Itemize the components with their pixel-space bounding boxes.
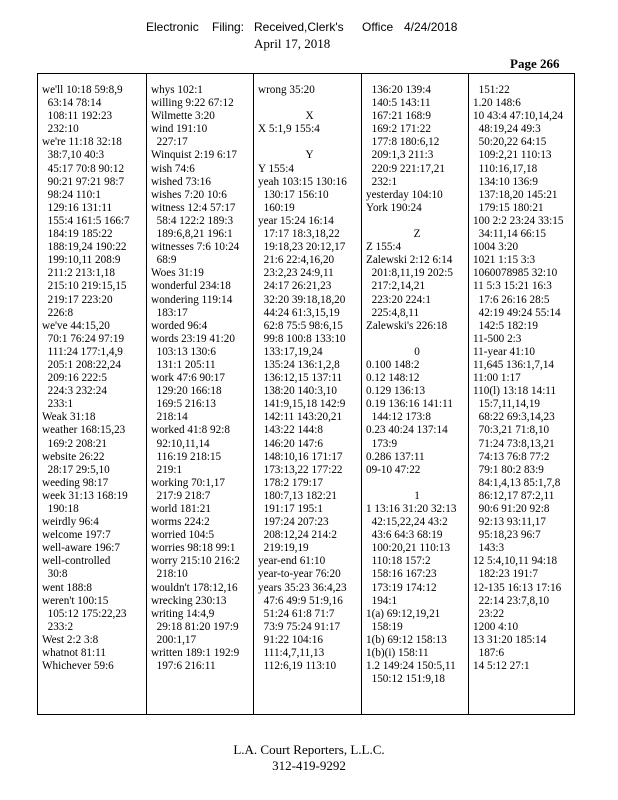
index-entry <box>366 477 468 490</box>
index-entry: Z 155:4 <box>366 241 402 254</box>
index-entry: 1 <box>414 489 420 502</box>
index-entry: 191:17 195:1 <box>258 503 323 515</box>
index-entry: 197:24 207:23 <box>258 516 329 529</box>
index-entry: 201:8,11,19 202:5 <box>366 267 453 280</box>
index-entry: 21:6 22:4,16,20 <box>258 254 335 267</box>
index-entry: 1(a) 69:12,19,21 <box>366 607 441 620</box>
index-entry: 184:19 185:22 <box>42 228 113 241</box>
index-column-5 <box>468 74 576 714</box>
index-entry: 197:6 216:11 <box>151 660 216 673</box>
index-entry: 233:2 <box>42 620 74 633</box>
index-entry: yesterday 104:10 <box>366 188 443 201</box>
index-entry: 10 43:4 47:10,14,24 <box>473 110 564 123</box>
index-entry: 1(b) 69:12 158:13 <box>366 633 447 646</box>
index-entry: 79:1 80:2 83:9 <box>473 463 544 476</box>
index-entry: 173:19 174:12 <box>366 581 437 594</box>
index-entry: 0.100 148:2 <box>366 358 420 371</box>
index-entry: 205:1 208:22,24 <box>42 358 121 371</box>
index-entry: 17:6 26:16 28:5 <box>473 293 550 306</box>
index-entry: Whichever 59:6 <box>42 660 114 673</box>
index-entry: 14 5:12 27:1 <box>473 660 530 673</box>
index-entry: 208:12,24 214:2 <box>258 529 337 542</box>
index-entry: 1(b)(i) 158:11 <box>366 647 429 660</box>
index-entry: 135:24 136:1,2,8 <box>258 358 340 371</box>
index-entry: words 23:19 41:20 <box>151 332 235 345</box>
index-entry: Zalewski's 226:18 <box>366 319 448 332</box>
index-entry: weirdly 96:4 <box>42 516 99 529</box>
index-entry: 150:12 151:9,18 <box>366 673 445 686</box>
index-entry: Wilmette 3:20 <box>151 110 215 123</box>
index-entry: 63:14 78:14 <box>42 97 102 110</box>
index-entry: West 2:2 3:8 <box>42 633 99 646</box>
index-entry: 48:19,24 49:3 <box>473 123 541 136</box>
index-entry: 58:4 122:2 189:3 <box>151 214 234 227</box>
index-entry: 51:24 61:8 71:7 <box>258 607 335 620</box>
index-entry: 1 13:16 31:20 32:13 <box>366 503 457 515</box>
index-entry: 12-135 16:13 17:16 <box>473 581 562 594</box>
index-entry: world 181:21 <box>151 503 211 515</box>
index-entry: 219:19,19 <box>258 542 309 555</box>
index-entry: whatnot 81:11 <box>42 647 106 660</box>
index-entry: 110:16,17,18 <box>473 162 538 175</box>
index-column-3 <box>253 74 361 714</box>
index-entry: 91:22 104:16 <box>258 633 323 646</box>
index-entry: witness 12:4 57:17 <box>151 201 236 214</box>
index-entry: Y 155:4 <box>258 162 294 175</box>
index-entry: 138:20 140:3,10 <box>258 385 337 398</box>
index-entry: 103:13 130:6 <box>151 345 216 358</box>
index-entry: 108:11 192:23 <box>42 110 113 123</box>
index-entry: 111:24 177:1,4,9 <box>42 345 123 358</box>
index-entry: witnesses 7:6 10:24 <box>151 241 240 254</box>
index-column-4 <box>361 74 468 714</box>
index-entry: 0.12 148:12 <box>366 372 420 385</box>
index-entry: 131:1 205:11 <box>151 358 216 371</box>
index-entry: weren't 100:15 <box>42 594 109 607</box>
index-entry: 19:18,23 20:12,17 <box>258 241 346 254</box>
index-entry: 178:2 179:17 <box>258 476 323 489</box>
index-entry: 112:6,19 113:10 <box>258 660 337 673</box>
index-entry: 32:20 39:18,18,20 <box>258 293 346 306</box>
stamp-received: Received,Clerk's <box>254 20 344 34</box>
index-entry: we'll 10:18 59:8,9 <box>42 84 123 96</box>
index-entry: written 189:1 192:9 <box>151 647 240 660</box>
hearing-date: April 17, 2018 <box>254 36 331 51</box>
index-entry: well-aware 196:7 <box>42 542 120 555</box>
index-entry: yeah 103:15 130:16 <box>258 175 347 188</box>
index-entry: 11 5:3 15:21 16:3 <box>473 280 552 293</box>
index-entry: 23:22 <box>473 607 505 620</box>
index-entry: 13 31:20 185:14 <box>473 633 547 646</box>
index-entry: 160:19 <box>258 201 295 214</box>
index-entry: 100 2:2 23:24 33:15 <box>473 214 564 227</box>
index-entry: 92:10,11,14 <box>151 437 210 450</box>
index-entry: X <box>305 110 314 123</box>
index-entry: we've 44:15,20 <box>42 319 110 332</box>
index-entry: Z <box>413 228 421 241</box>
index-entry: worms 224:2 <box>151 516 210 529</box>
index-entry: 17:17 18:3,18,22 <box>258 228 340 241</box>
index-entry: 169:2 208:21 <box>42 437 107 450</box>
index-entry: 182:23 191:7 <box>473 568 538 581</box>
index-entry: went 188:8 <box>42 581 93 594</box>
index-entry: 0.286 137:11 <box>366 450 425 463</box>
index-entry: 141:9,15,18 142:9 <box>258 398 346 411</box>
index-entry: 90:21 97:21 98:7 <box>42 175 125 188</box>
index-entry: wishes 7:20 10:6 <box>151 188 227 201</box>
index-entry: 71:24 73:8,13,21 <box>473 437 555 450</box>
index-entry: 218:10 <box>151 568 188 581</box>
index-entry: 169:5 216:13 <box>151 398 216 411</box>
stamp-electronic: Electronic <box>146 20 199 34</box>
index-entry: wondering 119:14 <box>151 293 233 306</box>
index-entry: 22:14 23:7,8,10 <box>473 594 550 607</box>
stamp-date: 4/24/2018 <box>404 20 458 34</box>
index-entry: 220:9 221:17,21 <box>366 162 445 175</box>
index-entry: welcome 197:7 <box>42 529 111 542</box>
index-entry: wind 191:10 <box>151 123 208 136</box>
index-entry: 45:17 70:8 90:12 <box>42 162 125 175</box>
index-entry: 73:9 75:24 91:17 <box>258 620 341 633</box>
index-entry: 177:8 180:6,12 <box>366 136 440 149</box>
index-entry: 158:19 <box>366 620 403 633</box>
index-entry: 134:10 136:9 <box>473 175 538 188</box>
index-entry: 109:2,21 110:13 <box>473 149 552 162</box>
index-entry: 218:14 <box>151 411 188 424</box>
index-entry: 100:20,21 110:13 <box>366 542 451 555</box>
stamp-filing: Filing: <box>212 20 245 34</box>
index-entry: worked 41:8 92:8 <box>151 424 230 437</box>
index-entry: York 190:24 <box>366 201 422 214</box>
index-entry: 0 <box>414 345 420 358</box>
index-entry: X 5:1,9 155:4 <box>258 123 320 136</box>
index-entry: worded 96:4 <box>151 319 208 332</box>
index-entry: 173:13,22 177:22 <box>258 463 343 476</box>
index-entry: 11-year 41:10 <box>473 345 536 358</box>
index-entry: 15:7,11,14,19 <box>473 398 541 411</box>
index-entry: 140:5 143:11 <box>366 97 431 110</box>
index-entry: whys 102:1 <box>151 84 203 96</box>
index-entry: 129:16 131:11 <box>42 201 113 214</box>
index-entry: working 70:1,17 <box>151 476 225 489</box>
index-entry: 190:18 <box>42 503 79 515</box>
index-entry: willing 9:22 67:12 <box>151 97 234 110</box>
page-number: Page 266 <box>510 56 560 71</box>
index-entry: 199:10,11 208:9 <box>42 254 121 267</box>
index-entry: we're 11:18 32:18 <box>42 136 122 149</box>
index-entry: year-end 61:10 <box>258 555 326 568</box>
index-entry: 225:4,8,11 <box>366 306 420 319</box>
index-entry: 11,645 136:1,7,14 <box>473 358 555 371</box>
index-entry: 217:2,14,21 <box>366 280 426 293</box>
index-entry <box>258 136 361 149</box>
index-entry: 189:6,8,21 196:1 <box>151 228 233 241</box>
index-entry: 143:3 <box>473 542 505 555</box>
index-entry: 44:24 61:3,15,19 <box>258 306 340 319</box>
index-entry: 92:13 93:11,17 <box>473 516 546 529</box>
index-entry: 12 5:4,10,11 94:18 <box>473 555 558 568</box>
index-entry: 173:9 <box>366 437 398 450</box>
index-entry: wrong 35:20 <box>258 84 315 96</box>
index-entry: wished 73:16 <box>151 175 211 188</box>
index-entry: 188:19,24 190:22 <box>42 241 127 254</box>
index-entry: 1.20 148:6 <box>473 97 521 110</box>
index-entry: 84:1,4,13 85:1,7,8 <box>473 476 561 489</box>
index-entry: 155:4 161:5 166:7 <box>42 214 130 227</box>
index-entry: wouldn't 178:12,16 <box>151 581 238 594</box>
index-entry: 183:17 <box>151 306 188 319</box>
index-entry: weeding 98:17 <box>42 476 109 489</box>
index-entry: 136:20 139:4 <box>366 84 431 96</box>
index-entry: 1060078985 32:10 <box>473 267 558 280</box>
index-entry: Zalewski 2:12 6:14 <box>366 254 453 267</box>
index-entry: 233:1 <box>42 398 74 411</box>
index-entry <box>366 333 468 346</box>
index-entry: 50:20,22 64:15 <box>473 136 547 149</box>
index-entry <box>258 97 361 110</box>
index-entry: 105:12 175:22,23 <box>42 607 127 620</box>
index-entry: 137:18,20 145:21 <box>473 188 558 201</box>
index-entry: 142:5 182:19 <box>473 319 538 332</box>
index-entry: 24:17 26:21,23 <box>258 280 332 293</box>
index-entry: 42:19 49:24 55:14 <box>473 306 561 319</box>
index-entry: 211:2 213:1,18 <box>42 267 115 280</box>
index-entry: 34:11,14 66:15 <box>473 228 546 241</box>
reporter-phone: 312-419-9292 <box>272 758 346 773</box>
stamp-office: Office <box>362 20 394 34</box>
index-entry: 0.129 136:13 <box>366 385 426 398</box>
index-entry: week 31:13 168:19 <box>42 489 128 502</box>
index-entry: year 15:24 16:14 <box>258 214 334 227</box>
index-entry: 187:6 <box>473 647 505 660</box>
index-entry: 23:2,23 24:9,11 <box>258 267 334 280</box>
index-entry: worries 98:18 99:1 <box>151 542 236 555</box>
index-entry: 110(l) 13:18 14:11 <box>473 385 557 398</box>
index-entry: 133:17,19,24 <box>258 345 323 358</box>
index-entry: 86:12,17 87:2,11 <box>473 489 555 502</box>
index-entry: 130:17 156:10 <box>258 188 329 201</box>
index-entry: 68:22 69:3,14,23 <box>473 411 555 424</box>
index-entry: 90:6 91:20 92:8 <box>473 503 550 515</box>
index-entry: 217:9 218:7 <box>151 489 211 502</box>
index-entry: 232:10 <box>42 123 79 136</box>
index-entry: 180:7,13 182:21 <box>258 489 337 502</box>
index-entry: 38:7,10 40:3 <box>42 149 105 162</box>
index-entry: Winquist 2:19 6:17 <box>151 149 237 162</box>
index-column-1 <box>38 74 146 714</box>
index-entry: 167:21 168:9 <box>366 110 431 123</box>
index-entry: 227:17 <box>151 136 188 149</box>
index-entry: 209:16 222:5 <box>42 372 107 385</box>
index-entry: 30:8 <box>42 568 68 581</box>
index-entry: 148:10,16 171:17 <box>258 450 343 463</box>
index-entry: 43:6 64:3 68:19 <box>366 529 443 542</box>
index-entry: wonderful 234:18 <box>151 280 231 293</box>
index-entry <box>366 215 468 228</box>
index-entry: 68:9 <box>151 254 177 267</box>
index-entry: 111:4,7,11,13 <box>258 647 325 660</box>
reporter-name: L.A. Court Reporters, L.L.C. <box>233 742 385 757</box>
index-entry: 151:22 <box>473 84 510 96</box>
index-entry: 74:13 76:8 77:2 <box>473 450 550 463</box>
index-entry: Woes 31:19 <box>151 267 204 280</box>
index-entry: 116:19 218:15 <box>151 450 222 463</box>
index-entry: well-controlled <box>42 555 111 568</box>
index-entry: work 47:6 90:17 <box>151 372 225 385</box>
index-entry: worry 215:10 216:2 <box>151 555 240 568</box>
index-entry: website 26:22 <box>42 450 105 463</box>
index-entry: 224:3 232:24 <box>42 385 107 398</box>
index-entry: 146:20 147:6 <box>258 437 323 450</box>
index-entry: 70:3,21 71:8,10 <box>473 424 550 437</box>
index-entry: 110:18 157:2 <box>366 555 431 568</box>
index-column-2 <box>146 74 253 714</box>
index-entry: writing 14:4,9 <box>151 607 215 620</box>
index-entry: 1004 3:20 <box>473 241 519 254</box>
index-entry: year-to-year 76:20 <box>258 568 341 581</box>
index-entry: 223:20 224:1 <box>366 293 431 306</box>
index-entry: wrecking 230:13 <box>151 594 227 607</box>
index-entry: 226:8 <box>42 306 74 319</box>
index-entry: 70:1 76:24 97:19 <box>42 332 125 345</box>
index-entry: 129:20 166:18 <box>151 385 222 398</box>
index-entry: 28:17 29:5,10 <box>42 463 110 476</box>
index-entry: worried 104:5 <box>151 529 215 542</box>
index-entry: 194:1 <box>366 594 398 607</box>
index-entry: Y <box>305 149 314 162</box>
index-entry: 158:16 167:23 <box>366 568 437 581</box>
index-entry: 219:1 <box>151 463 183 476</box>
index-entry: 179:15 180:21 <box>473 201 544 214</box>
word-index-table <box>37 73 575 715</box>
index-entry: weather 168:15,23 <box>42 424 126 437</box>
index-entry: 143:22 144:8 <box>258 424 323 437</box>
index-entry: 29:18 81:20 197:9 <box>151 620 239 633</box>
index-entry: 11:00 1:17 <box>473 372 521 385</box>
index-entry: wish 74:6 <box>151 162 195 175</box>
index-entry: 99:8 100:8 133:10 <box>258 332 346 345</box>
index-entry: 0.19 136:16 141:11 <box>366 398 453 411</box>
index-entry: 1.2 149:24 150:5,11 <box>366 660 456 673</box>
index-entry: 1200 4:10 <box>473 620 519 633</box>
index-entry: 11-500 2:3 <box>473 332 522 345</box>
footer <box>0 742 618 774</box>
index-entry: 1021 1:15 3:3 <box>473 254 536 267</box>
index-entry: years 35:23 36:4,23 <box>258 581 347 594</box>
index-entry: 95:18,23 96:7 <box>473 529 541 542</box>
index-entry: 47:6 49:9 51:9,16 <box>258 594 343 607</box>
index-entry: 209:1,3 211:3 <box>366 149 434 162</box>
index-entry: 98:24 110:1 <box>42 188 101 201</box>
index-entry: 142:11 143:20,21 <box>258 411 343 424</box>
index-entry: 0.23 40:24 137:14 <box>366 424 448 437</box>
index-entry: Weak 31:18 <box>42 411 96 424</box>
index-entry: 42:15,22,24 43:2 <box>366 516 448 529</box>
index-entry: 62:8 75:5 98:6,15 <box>258 319 343 332</box>
index-entry: 136:12,15 137:11 <box>258 372 343 385</box>
index-entry: 200:1,17 <box>151 633 197 646</box>
index-entry: 09-10 47:22 <box>366 463 421 476</box>
index-entry: 232:1 <box>366 175 398 188</box>
index-entry: 219:17 223:20 <box>42 293 113 306</box>
index-entry: 144:12 173:8 <box>366 411 431 424</box>
index-entry: 215:10 219:15,15 <box>42 280 127 293</box>
index-entry: 169:2 171:22 <box>366 123 431 136</box>
